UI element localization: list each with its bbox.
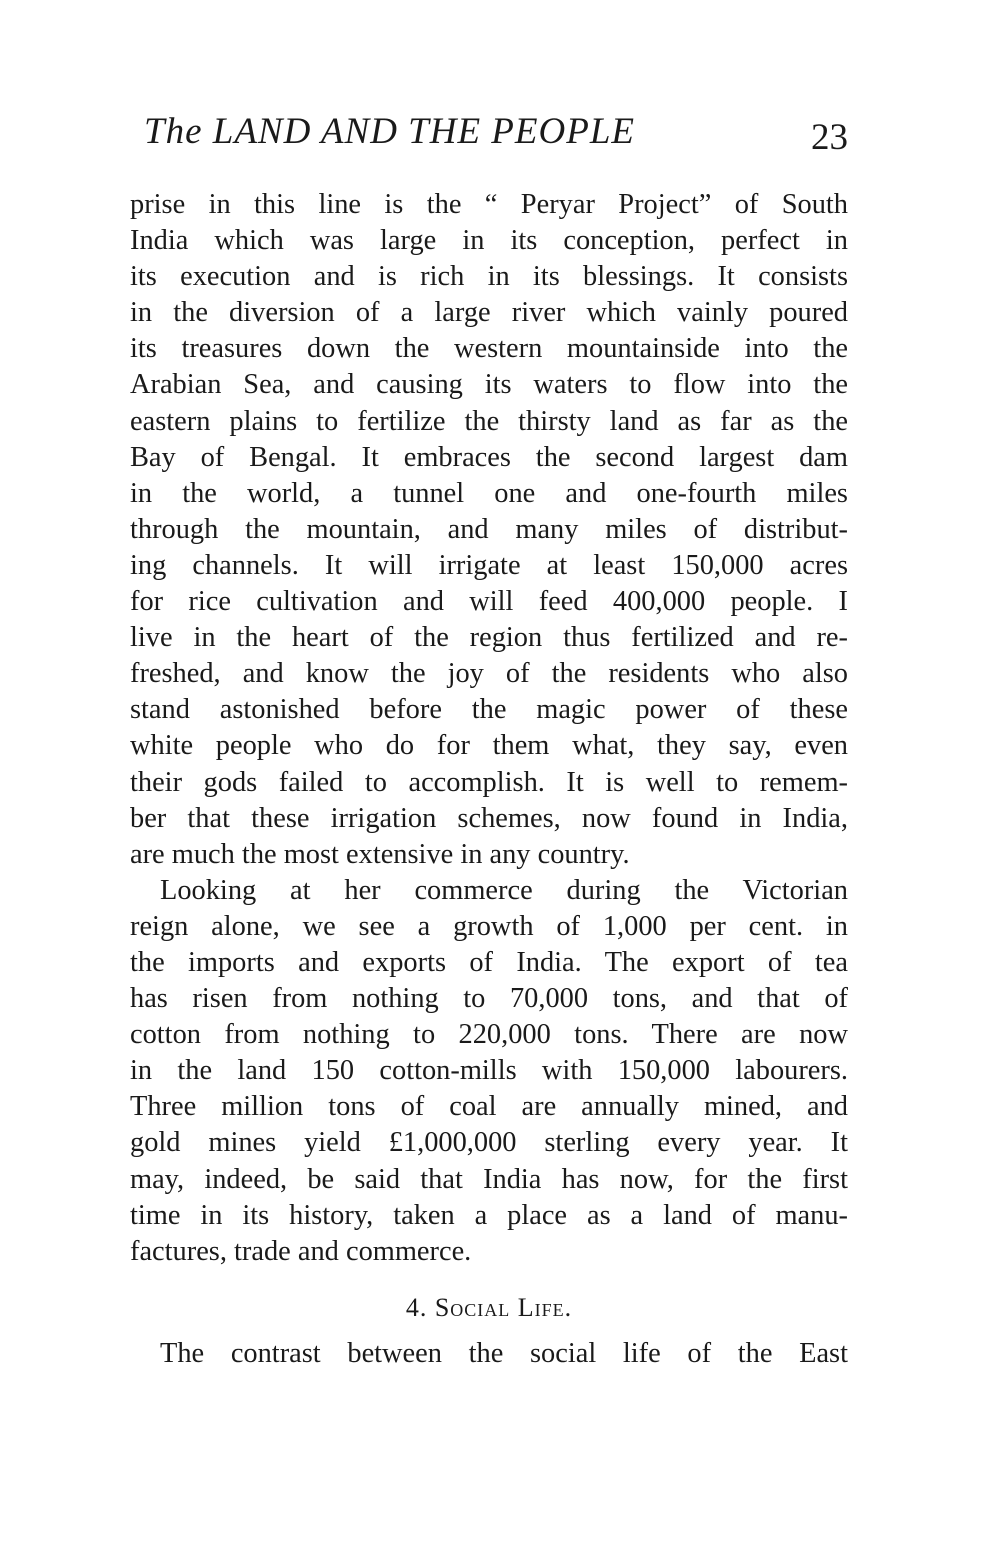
text-line: time in its history, taken a place as a land of manu- [130,1199,848,1231]
running-head [130,110,848,160]
text-line: freshed, and know the joy of the residents who also [130,658,848,690]
text-line: Looking at her commerce during the Victorian [160,874,848,906]
text-line: in the land 150 cotton-mills with 150,000 labourers. [130,1055,848,1087]
text-line: India which was large in its conception, perfect in [130,225,848,257]
section-heading [130,1290,848,1326]
text-line: its execution and is rich in its blessings. It consists [130,261,848,293]
text-line: reign alone, we see a growth of 1,000 per cent. in [130,910,848,942]
text-line: are much the most extensive in any country. [130,838,630,870]
text-line: The contrast between the social life of the East [160,1338,848,1369]
text-line: for rice cultivation and will feed 400,000 people. I [130,586,848,618]
text-line: may, indeed, be said that India has now, for the first [130,1163,848,1195]
text-line: stand astonished before the magic power of these [130,694,848,726]
text-line: Three million tons of coal are annually mined, and [130,1091,848,1123]
text-line: their gods failed to accomplish. It is well to remem- [130,766,848,798]
text-line: Bay of Bengal. It embraces the second largest dam [130,441,848,473]
text-line: in the world, a tunnel one and one-fourth miles [130,477,848,509]
text-line: prise in this line is the “ Peryar Project” of South [130,189,848,220]
text-line: has risen from nothing to 70,000 tons, and that of [130,983,848,1015]
text-line: through the mountain, and many miles of distribut- [130,513,848,545]
body-text [130,187,848,1270]
running-head-title: The LAND AND THE PEOPLE [144,111,636,152]
text-line: live in the heart of the region thus fertilized and re- [130,622,848,654]
text-line: cotton from nothing to 220,000 tons. There are now [130,1019,848,1051]
text-line: eastern plains to fertilize the thirsty land as far as the [130,405,848,437]
text-line: gold mines yield £1,000,000 sterling every year. It [130,1127,848,1159]
text-line: its treasures down the western mountainside into the [130,333,848,365]
text-line: white people who do for them what, they say, even [130,730,848,762]
text-line: ber that these irrigation schemes, now found in India, [130,802,848,834]
section-title: Social Life. [434,1293,573,1322]
page-number: 23 [811,117,848,158]
text-line: factures, trade and commerce. [130,1235,472,1267]
text-line: ing channels. It will irrigate at least 150,000 acres [130,549,848,581]
text-line: the imports and exports of India. The export of tea [130,946,848,978]
section-body [130,1336,848,1372]
text-line: in the diversion of a large river which vainly poured [130,297,848,329]
text-line: Arabian Sea, and causing its waters to flow into the [130,369,848,401]
section-number: 4. [405,1293,428,1322]
